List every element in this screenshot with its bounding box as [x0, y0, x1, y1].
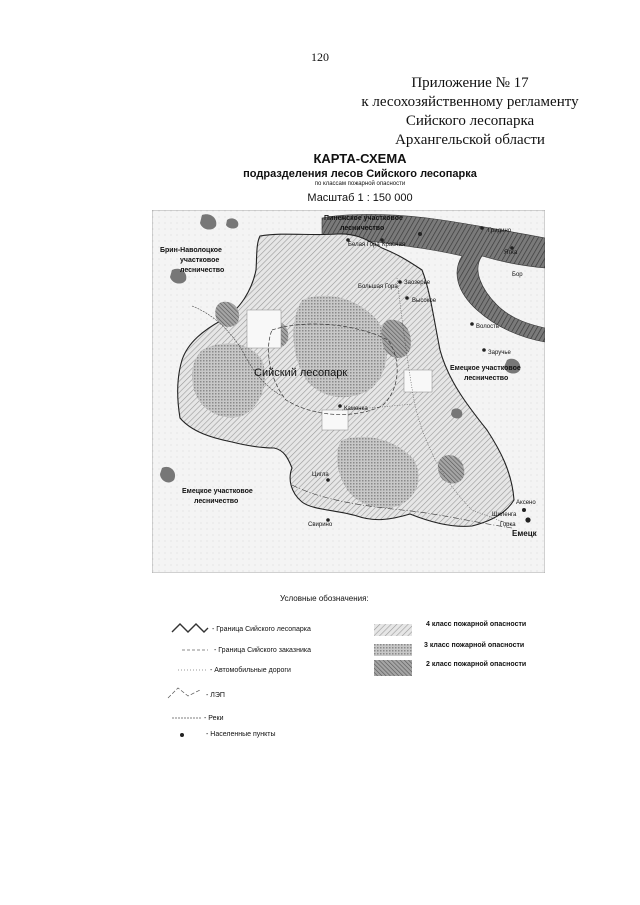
class3-swatch	[374, 644, 412, 656]
label-brin-forestry: лесничество	[180, 267, 225, 274]
appendix-line-1: Приложение № 17	[411, 75, 529, 91]
roads-symbol	[176, 666, 210, 674]
park-border-symbol	[170, 620, 210, 634]
settlement-marker	[480, 226, 484, 230]
settlement-label: Высокое	[412, 298, 437, 304]
label-emetsk-east-forestry: лесничество	[464, 375, 509, 382]
label-brin-forestry: участковое	[180, 257, 220, 264]
settlement-marker	[470, 322, 474, 326]
map-note: по классам пожарной опасности	[314, 181, 406, 187]
appendix-line-2: к лесохозяйственному регламенту	[361, 94, 579, 110]
label-brin-forestry: Брин-Наволоцкое	[160, 247, 222, 254]
legend-settlements: - Населенные пункты	[206, 731, 276, 738]
settlement-label: Белая Гора	[348, 242, 380, 248]
legend-class2: 2 класс пожарной опасности	[426, 661, 527, 668]
settlement-marker	[338, 404, 342, 408]
settlement-marker	[398, 280, 402, 284]
legend-park-border: - Граница Сийского лесопарка	[212, 626, 311, 633]
legend-reserve-border: - Граница Сийского заказника	[214, 647, 311, 654]
settlement-label: Гридино	[488, 228, 512, 234]
settlement-label: Заозерье	[404, 280, 431, 286]
legend-class4: 4 класс пожарной опасности	[426, 621, 527, 628]
river-symbol	[170, 714, 204, 722]
class4-swatch	[374, 624, 412, 636]
settlement-marker	[525, 517, 530, 522]
label-emetsk-sw-forestry: Емецкое участковое	[182, 488, 253, 495]
settlement-marker	[482, 348, 486, 352]
legend-title: Условные обозначения:	[280, 594, 369, 603]
appendix-line-3: Сийского лесопарка	[405, 113, 535, 129]
label-pinega-forestry: лесничество	[340, 225, 385, 232]
settlement-label: Волость	[476, 324, 499, 330]
map-title: КАРТА-СХЕМА	[313, 151, 407, 166]
forest-map	[152, 210, 545, 573]
map-scale: Масштаб 1 : 150 000	[307, 192, 413, 204]
settlement-label: Аксено	[516, 500, 536, 506]
legend-power-lines: - ЛЭП	[206, 692, 225, 699]
clearing	[404, 370, 432, 392]
power-line-symbol	[166, 684, 206, 702]
settlement-label: Заручье	[488, 350, 511, 356]
settlement-marker	[326, 478, 330, 482]
legend-river: - Реки	[204, 715, 224, 722]
settlement-label: Большая Гора	[358, 284, 398, 290]
settlement-label: Ятка	[504, 250, 518, 256]
label-emetsk-east-forestry: Емецкое участковое	[450, 365, 521, 372]
settlement-marker	[405, 296, 409, 300]
settlement-label: Красная	[382, 242, 406, 248]
settlement-label: Цигла	[312, 472, 329, 478]
appendix-header	[330, 74, 610, 150]
legend-roads: - Автомобильные дороги	[210, 667, 291, 674]
label-emetsk-sw-forestry: лесничество	[194, 498, 239, 505]
settlement-symbol	[178, 731, 186, 739]
settlement-marker	[522, 508, 526, 512]
legend-class3: 3 класс пожарной опасности	[424, 642, 525, 649]
clearing	[322, 410, 348, 430]
settlement-label: Бор	[512, 272, 523, 278]
page-number: 120	[311, 50, 329, 64]
label-pinega-forestry: Пинежское участковое	[324, 215, 403, 222]
settlement-label: Горка	[500, 522, 516, 528]
map-heading	[200, 151, 520, 204]
label-emetsk: Емецк	[512, 529, 537, 538]
map-subtitle: подразделения лесов Сийского лесопарка	[243, 168, 477, 180]
appendix-line-4: Архангельской области	[395, 132, 545, 148]
settlement-marker	[418, 232, 422, 236]
reserve-border-symbol	[180, 646, 210, 654]
settlement-label: Свирино	[308, 522, 333, 528]
settlement-label: Каменка	[344, 406, 368, 412]
label-siysky-park: Сийский лесопарк	[254, 367, 348, 379]
class2-swatch	[374, 660, 412, 676]
settlement-label: Шиленга	[492, 512, 517, 518]
clearing	[247, 310, 281, 348]
